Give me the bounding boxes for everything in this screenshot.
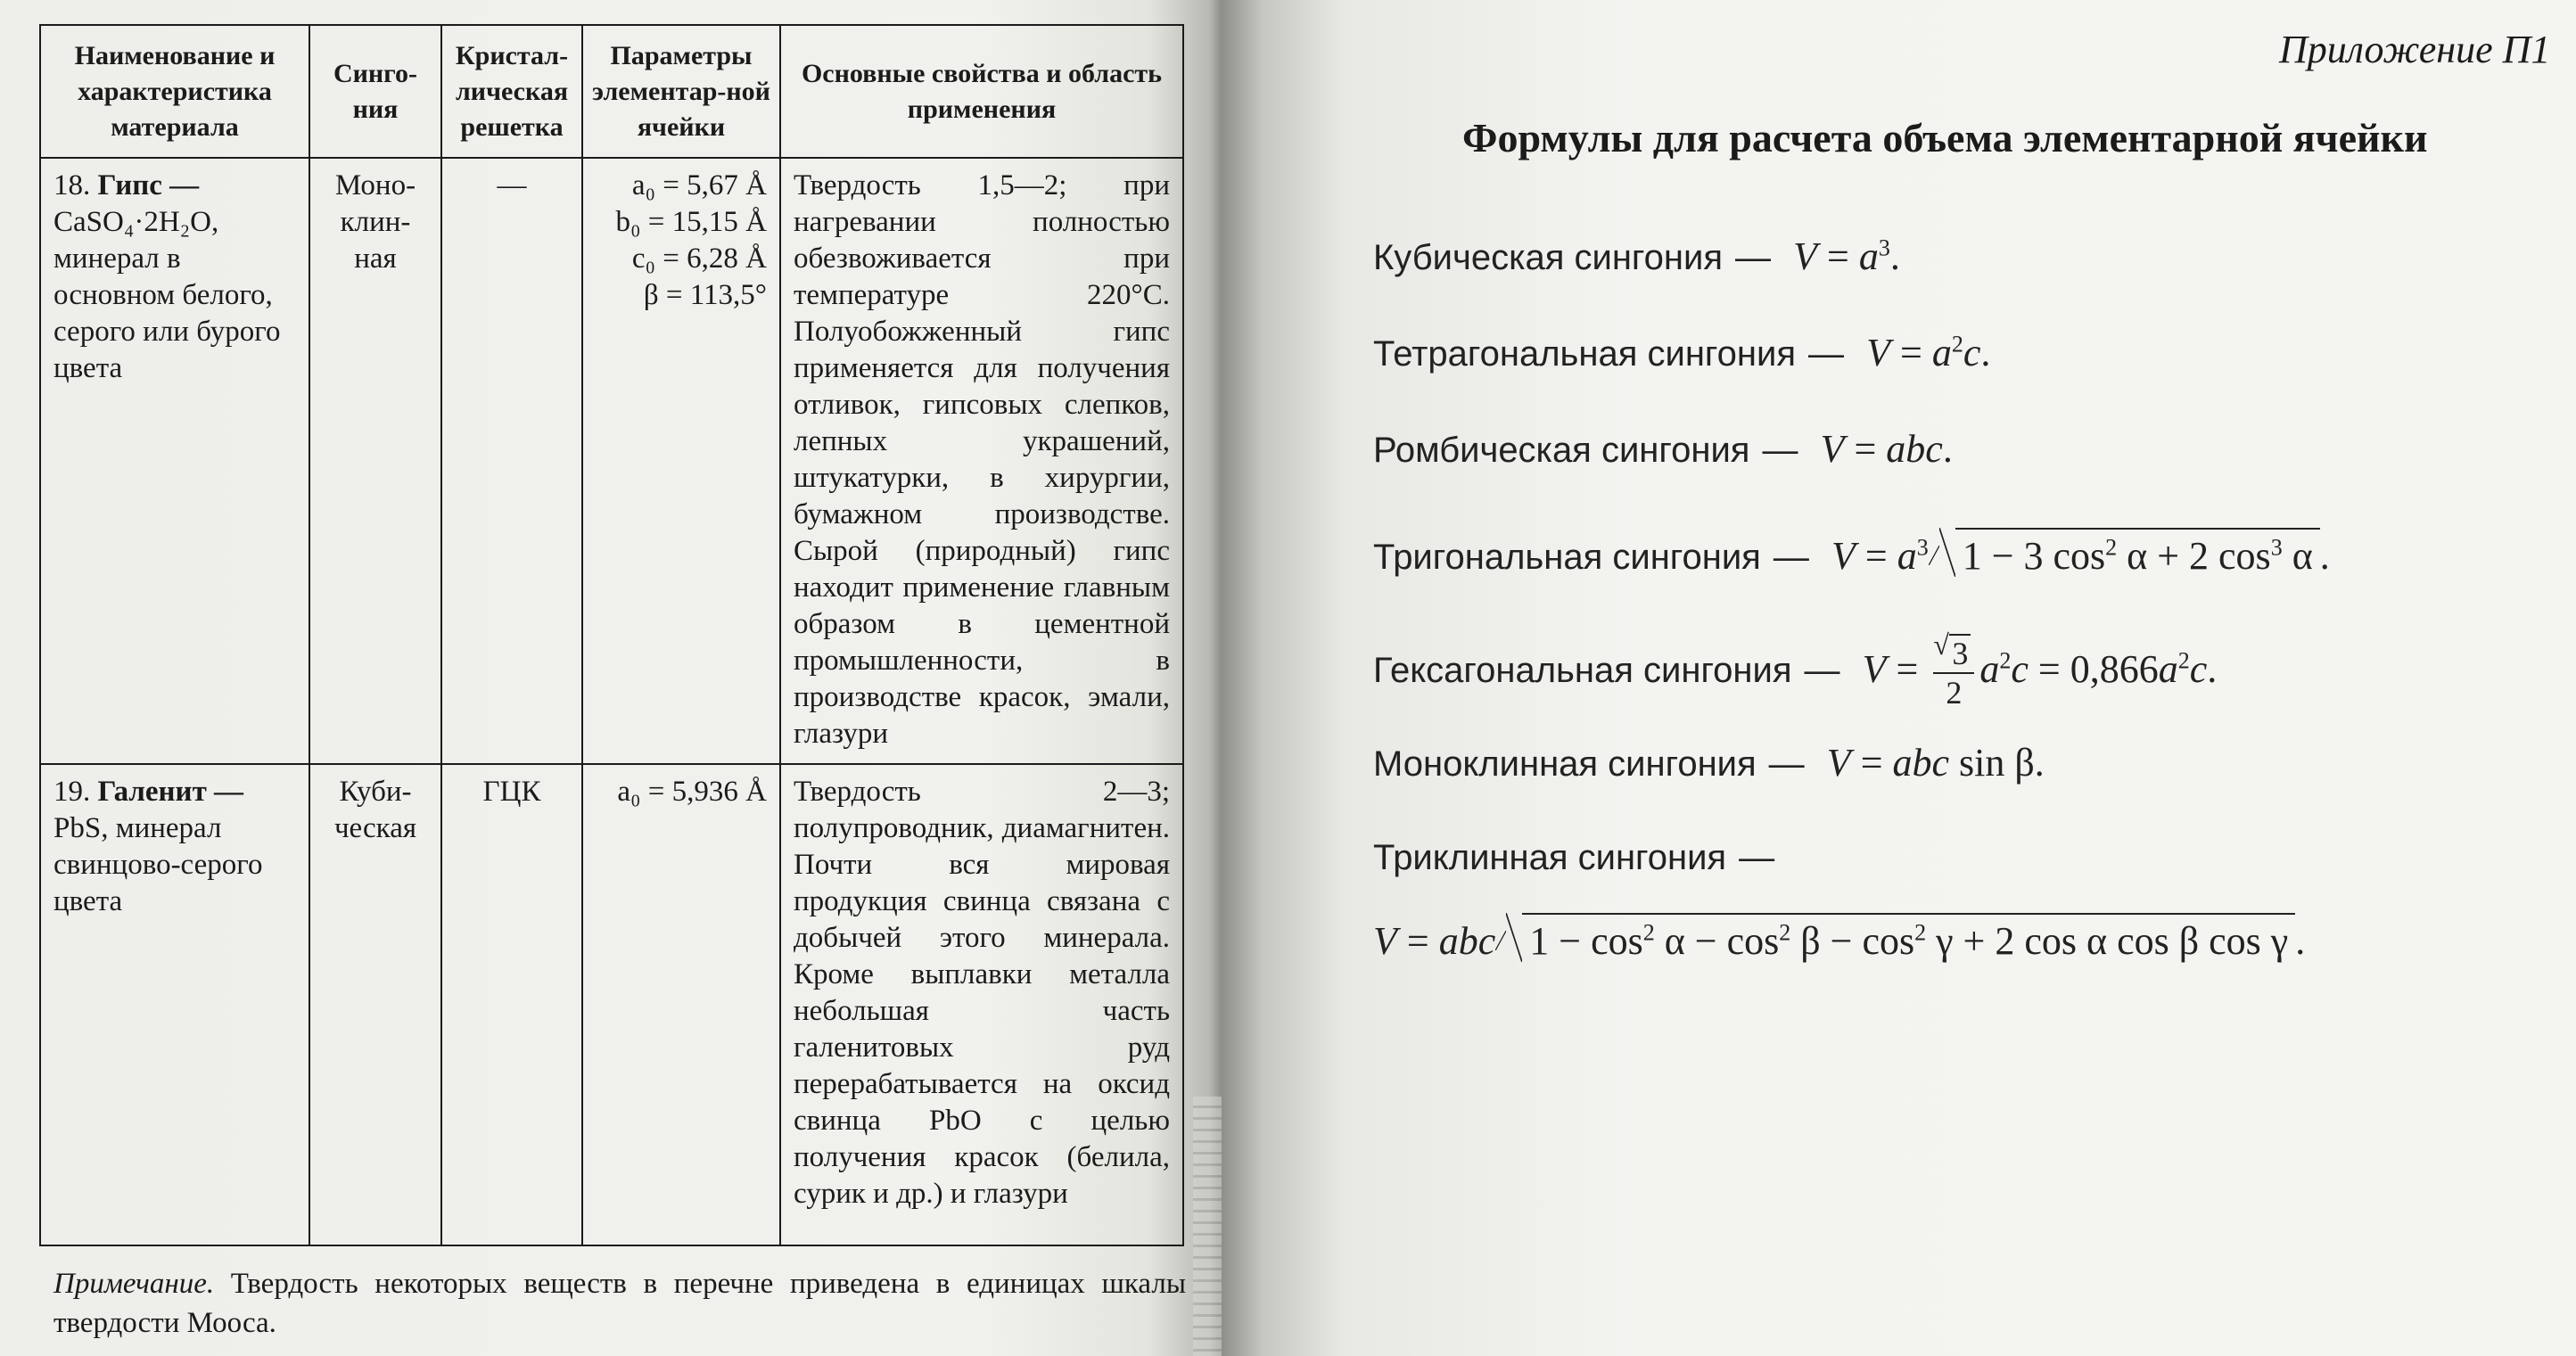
formula-triclinic-expression (1373, 913, 2305, 964)
row-number: 19. (53, 776, 91, 808)
formula-hexagonal: Гексагональная сингония — V = √ $\frac{3}{2}$ $a^2c = 0,866a^2c$. (1373, 635, 2217, 711)
formula-cubic: Кубическая сингония — $V = a^3$. (1373, 234, 1900, 278)
param-c0: c₀ = 6,28 Å (631, 242, 767, 275)
syngony-cell: Моно-клин-ная (309, 158, 441, 764)
formula-label: Триклинная сингония (1373, 838, 1727, 877)
lattice-cell: ГЦК (441, 764, 582, 1245)
header-lattice: Кристал-лическая решетка (441, 25, 582, 158)
formula-label: Тетрагональная сингония (1373, 334, 1796, 374)
table-row (40, 158, 1183, 764)
mineral-name: Гипс — (97, 169, 200, 201)
formula-expression: V = abc. (1820, 427, 1953, 471)
header-name: Наименование и характеристика материала (40, 25, 309, 158)
formula-tetragonal: Тетрагональная сингония — $V = a^2c$. (1373, 331, 1991, 374)
properties-cell: Твердость 2—3; полупроводник, диамагнитен. Почти вся мировая продукция свинца связана с добычей этого минерала. Кроме выплавки металла небольшая часть галенитовых руд перерабатывается на оксид свинца PbO с целью получения красок (белила, сурик и др.) и глазури (780, 764, 1183, 1245)
row-name-cell (40, 764, 309, 1245)
params-cell (582, 158, 780, 764)
param-beta: β = 113,5° (643, 279, 767, 311)
lattice-cell: — (441, 158, 582, 764)
formula-expression: $V = a^3$. (1793, 234, 1900, 278)
header-properties: Основные свойства и область применения (780, 25, 1183, 158)
table-row (40, 764, 1183, 1245)
formula-expression: V = abc $1 - \cos^2 \alpha - \cos^2 \beta - \cos^2 \gamma + 2$ cos α cos β cos γ . (1373, 919, 2305, 963)
properties-cell: Твердость 1,5—2; при нагревании полностью обезвоживается при температуре 220°С. Полуобожженный гипс применяется для получения отливок, гипсовых слепков, лепных украшений, штукатурки, в хирургии, бумажном производстве. Сырой (природный) гипс находит применение главным образом в цементной промышленности, в производстве красок, эмали, глазури (780, 158, 1183, 764)
formula-label: Кубическая сингония (1373, 238, 1723, 277)
syngony-cell: Куби-ческая (309, 764, 441, 1245)
row-name-cell (40, 158, 309, 764)
param-b0: b₀ = 15,15 Å (615, 206, 767, 238)
formula-expression: $V = a^3$ 1 − 3 $\cos^2 \alpha + 2$ $\cos^3 \alpha$ . (1831, 534, 2330, 578)
header-syngony: Синго-ния (309, 25, 441, 158)
header-params: Параметры элементар-ной ячейки (582, 25, 780, 158)
note-label: Примечание. (53, 1268, 215, 1300)
formula-label: Тригональная сингония (1373, 538, 1761, 577)
formula-orthorhombic: Ромбическая сингония — V = abc. (1373, 427, 1953, 471)
minerals-table (39, 24, 1184, 1246)
formula-label: Гексагональная сингония (1373, 651, 1792, 691)
row-number: 18. (53, 169, 91, 201)
note-text: Твердость некоторых веществ в перечне приведена в единицах шкалы твердости Мооса. (53, 1268, 1186, 1339)
formula-label: Моноклинная сингония (1373, 744, 1757, 784)
page-title: Формулы для расчета объема элементарной ячейки (1462, 115, 2428, 160)
formula-triclinic: Триклинная сингония — (1373, 838, 1775, 877)
formula-expression: V = abc sin β. (1826, 741, 2045, 785)
mineral-description: PbS, минерал свинцово-серого цвета (53, 812, 263, 917)
table-header-row (40, 25, 1183, 158)
param-a0: a₀ = 5,67 Å (631, 169, 767, 201)
appendix-label: Приложение П1 (2279, 28, 2551, 71)
sqrt-sign: 1 − 3 $\cos^2 \alpha + 2$ $\cos^3 \alpha$ (1955, 528, 2320, 579)
mineral-description: CaSO₄·2H₂O, минерал в основном белого, серого или бурого цвета (53, 206, 281, 384)
left-page (0, 0, 1222, 1356)
sqrt-sign: $1 - \cos^2 \alpha - \cos^2 \beta - \cos^2 \gamma + 2$ cos α cos β cos γ (1522, 913, 2295, 964)
formula-label: Ромбическая сингония (1373, 431, 1750, 470)
formula-monoclinic: Моноклинная сингония — V = abc sin β. (1373, 741, 2045, 785)
mineral-name: Галенит — (97, 776, 244, 808)
param-a0: a₀ = 5,936 Å (617, 776, 767, 808)
params-cell (582, 764, 780, 1245)
formula-expression: V = √ $\frac{3}{2}$ $a^2c = 0,866a^2c$. (1863, 647, 2218, 691)
table-note (53, 1264, 1186, 1343)
formula-trigonal: Тригональная сингония — $V = a^3$ 1 − 3 $\cos^2 \alpha + 2$ $\cos^3 \alpha$ . (1373, 528, 2330, 579)
formula-expression: $V = a^2c$. (1866, 331, 1991, 374)
